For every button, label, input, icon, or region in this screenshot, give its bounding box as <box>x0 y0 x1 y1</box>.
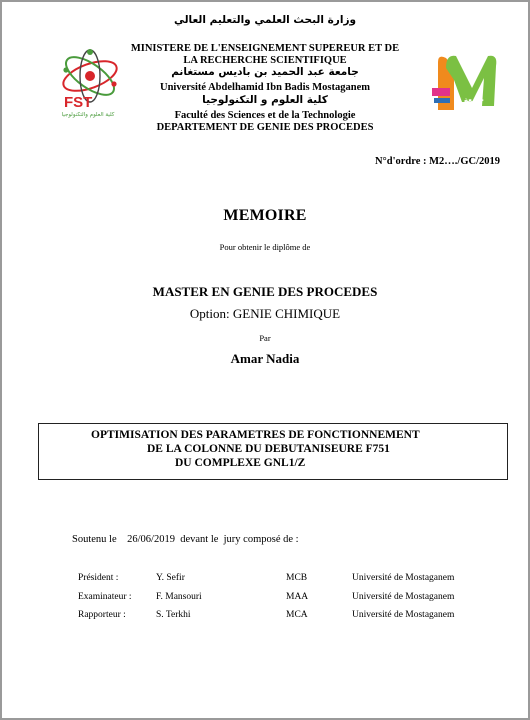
thesis-title-line3: DU COMPLEXE GNL1/Z <box>175 457 306 469</box>
jury-university: Université de Mostaganem <box>352 592 455 602</box>
order-number: N°d'ordre : M2…./GC/2019 <box>374 156 500 167</box>
jury-grade: MCA <box>286 610 308 620</box>
defense-statement: Soutenu le 26/06/2019 devant le jury composé de : <box>72 534 299 545</box>
author-name: Amar Nadia <box>230 351 300 366</box>
header-arabic-faculty: كلية العلوم و التكنولوجيا <box>202 94 328 106</box>
thesis-title-box <box>38 423 508 480</box>
jury-name: Y. Sefir <box>156 573 185 583</box>
jury-role: Rapporteur : <box>78 610 126 620</box>
thesis-title-line1: OPTIMISATION DES PARAMETRES DE FONCTIONNEMENT <box>91 429 420 441</box>
diploma-option: Option: GENIE CHIMIQUE <box>189 306 341 321</box>
header-university: Université Abdelhamid Ibn Badis Mostaganem <box>159 82 371 93</box>
header-department: DEPARTEMENT DE GENIE DES PROCEDES <box>156 122 374 133</box>
university-logo-text: جامعة مستغانم <box>459 96 489 112</box>
header-arabic-ministry: وزارة البحث العلمي والتعليم العالي <box>173 14 357 26</box>
jury-name: F. Mansouri <box>156 592 202 602</box>
header-ministry-line2: LA RECHERCHE SCIENTIFIQUE <box>183 55 347 66</box>
thesis-title-line2: DE LA COLONNE DU DEBUTANISEURE F751 <box>147 443 390 455</box>
diploma-intro: Pour obtenir le diplôme de <box>219 242 311 252</box>
fst-logo-text: FST <box>64 94 93 111</box>
by-label: Par <box>259 333 271 343</box>
jury-university: Université de Mostaganem <box>352 610 455 620</box>
diploma-name: MASTER EN GENIE DES PROCEDES <box>152 284 378 299</box>
header-ministry-line1: MINISTERE DE L'ENSEIGNEMENT SUPEREUR ET DE <box>130 43 400 54</box>
document-type: MEMOIRE <box>223 207 307 224</box>
jury-name: S. Terkhi <box>156 610 191 620</box>
header-arabic-university: جامعة عبد الحميد بن باديس مستغانم <box>171 66 359 78</box>
jury-university: Université de Mostaganem <box>352 573 455 583</box>
jury-role: Président : <box>78 573 119 583</box>
jury-role: Examinateur : <box>78 592 132 602</box>
jury-grade: MCB <box>286 573 308 583</box>
jury-grade: MAA <box>286 592 309 602</box>
header-faculty: Faculté des Sciences et de la Technologie <box>174 110 356 121</box>
fst-logo-subtitle: كلية العلوم والتكنولوجيا <box>61 112 115 118</box>
